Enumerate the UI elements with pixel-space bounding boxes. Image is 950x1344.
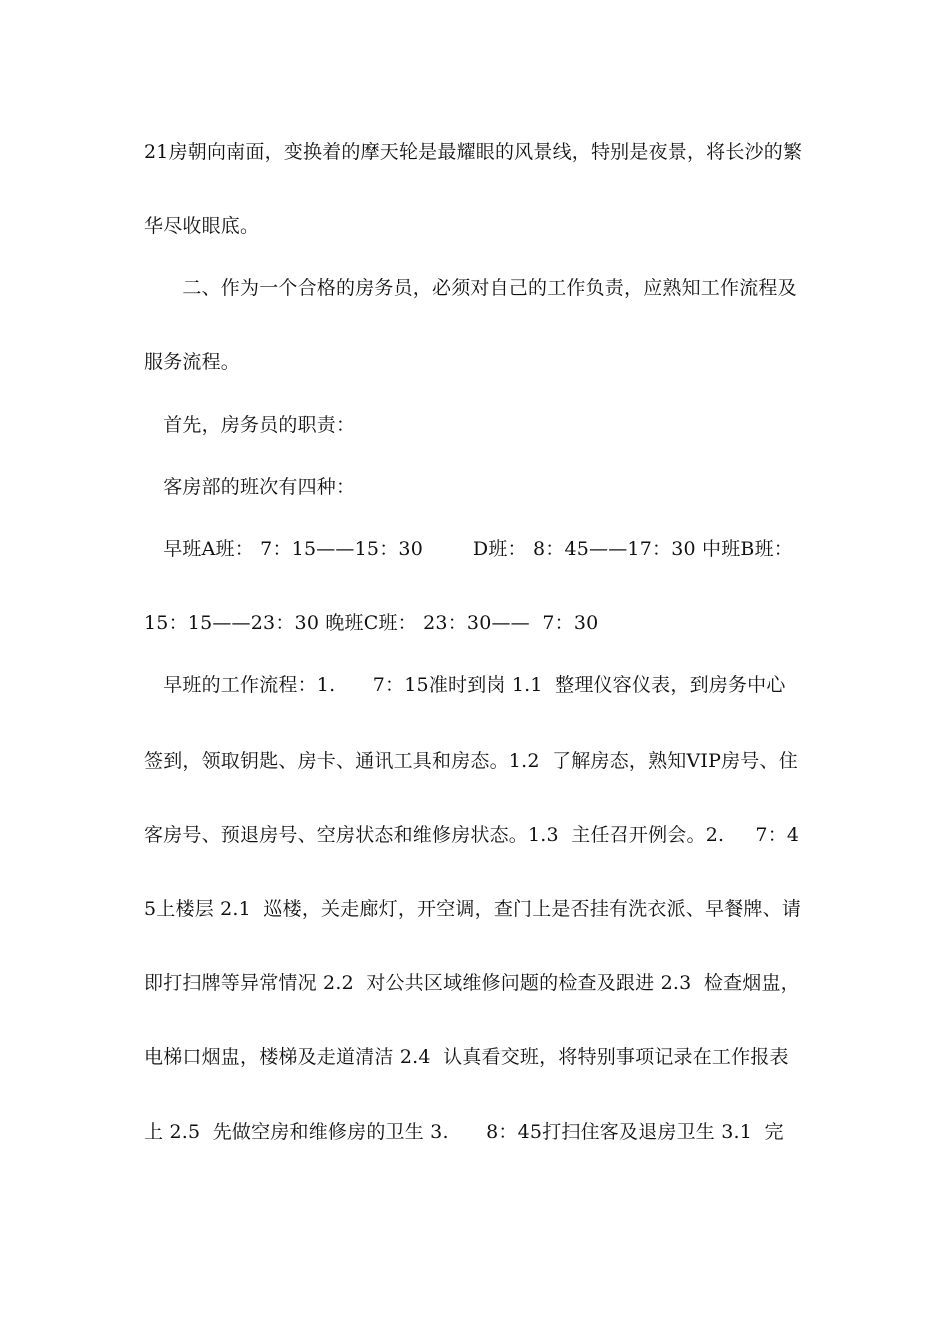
text-line-15: 上 2.5 先做空房和维修房的卫生 3. 8：45打扫住客及退房卫生 3.1 完 [144, 1121, 784, 1143]
text-line-13: 即打扫牌等异常情况 2.2 对公共区域维修问题的检查及跟进 2.3 检查烟盅， [144, 972, 800, 994]
text-line-10: 签到，领取钥匙、房卡、通讯工具和房态。1.2 了解房态，熟知VIP房号、住 [144, 750, 798, 772]
text-line-8: 15：15——23：30 晚班C班： 23：30—— 7：30 [144, 612, 599, 634]
text-line-9: 早班的工作流程：1. 7：15准时到岗 1.1 整理仪容仪表，到房务中心 [144, 674, 786, 696]
text-line-14: 电梯口烟盅，楼梯及走道清洁 2.4 认真看交班，将特别事项记录在工作报表 [144, 1046, 789, 1068]
text-line-2: 华尽收眼底。 [144, 215, 260, 237]
text-line-3: 二、作为一个合格的房务员，必须对自己的工作负责，应熟知工作流程及 [144, 277, 797, 299]
text-line-1: 21房朝向南面，变换着的摩天轮是最耀眼的风景线，特别是夜景，将长沙的繁 [144, 141, 803, 163]
text-line-6: 客房部的班次有四种： [144, 476, 356, 498]
text-line-7: 早班A班： 7：15——15：30 D班： 8：45——17：30 中班B班： [144, 538, 793, 560]
text-line-12: 5上楼层 2.1 巡楼，关走廊灯，开空调，查门上是否挂有洗衣派、早餐牌、请 [144, 898, 802, 920]
text-line-5: 首先，房务员的职责： [144, 414, 356, 436]
text-line-11: 客房号、预退房号、空房状态和维修房状态。1.3 主任召开例会。2. 7：4 [144, 824, 800, 846]
text-line-4: 服务流程。 [144, 351, 241, 373]
